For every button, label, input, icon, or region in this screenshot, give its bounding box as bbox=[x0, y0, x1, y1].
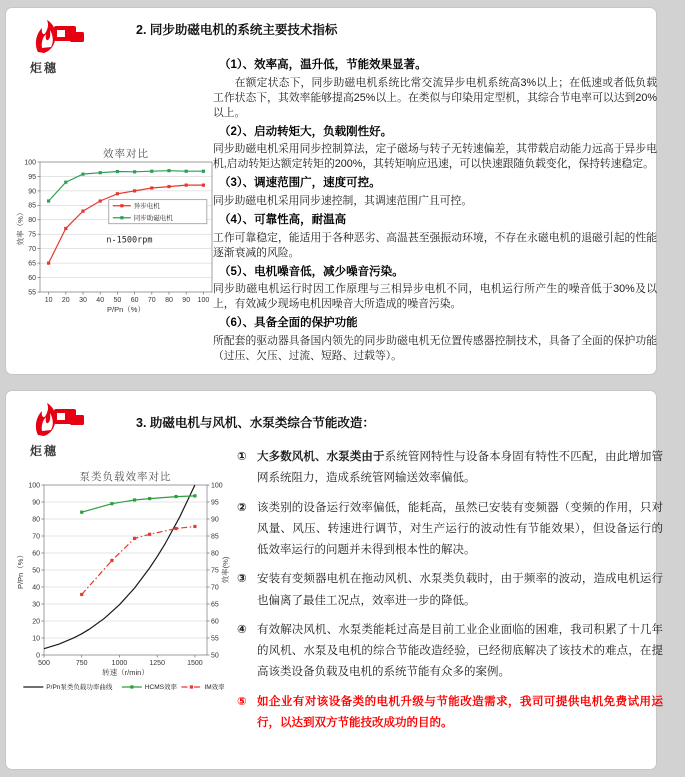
chart-title: 泵类负载效率对比 bbox=[79, 471, 172, 483]
legend-entry: IM效率 bbox=[204, 684, 225, 692]
y-axis-label: 效率（%） bbox=[16, 208, 25, 246]
flame-icon bbox=[30, 401, 86, 441]
legend-entry: 同步助磁电机 bbox=[133, 214, 173, 222]
svg-text:50: 50 bbox=[32, 567, 40, 575]
legend-entry: HCMS效率 bbox=[144, 684, 178, 692]
list-item-4 bbox=[237, 620, 663, 684]
svg-text:10: 10 bbox=[32, 635, 40, 643]
svg-text:60: 60 bbox=[130, 297, 139, 304]
svg-text:0: 0 bbox=[36, 652, 40, 660]
item-marker: ⑤ bbox=[237, 695, 247, 708]
series-right bbox=[82, 496, 195, 512]
item-text: 安装有变频器电机在拖动风机、水泵类负载时，由于频率的波动，造成电机运行也偏离了最佳工况点，效率进一步的降低。 bbox=[257, 573, 663, 607]
svg-text:65: 65 bbox=[211, 601, 219, 609]
svg-text:75: 75 bbox=[211, 567, 219, 575]
x-axis-label: P/Pn（%） bbox=[107, 305, 145, 314]
list-item-1 bbox=[237, 447, 663, 490]
panel-technical-indicators bbox=[5, 7, 657, 375]
svg-text:100: 100 bbox=[211, 482, 223, 490]
svg-text:40: 40 bbox=[96, 297, 105, 304]
company-logo bbox=[30, 18, 94, 76]
y-axis-label: P/Pn（%） bbox=[16, 551, 25, 589]
svg-text:65: 65 bbox=[28, 260, 36, 268]
svg-text:40: 40 bbox=[32, 584, 40, 592]
indicator-3-body: 同步助磁电机采用同步速控制，其调速范围广且可控。 bbox=[213, 195, 473, 208]
item-marker: ② bbox=[237, 501, 247, 514]
svg-text:10: 10 bbox=[44, 297, 53, 304]
svg-text:85: 85 bbox=[211, 533, 219, 541]
indicator-5-heading: （5）、电机噪音低，减少噪音污染。 bbox=[219, 265, 404, 278]
indicator-4-body: 工作可靠稳定，能适用于各种恶劣、高温甚至强振动环境，不存在永磁电机的退磁引起的性能逐渐衰减的风险。 bbox=[213, 231, 657, 259]
list-item-3 bbox=[237, 569, 663, 612]
svg-text:90: 90 bbox=[211, 516, 219, 524]
svg-text:80: 80 bbox=[165, 297, 173, 304]
item-text: 大多数风机、水泵类由于系统管网特性与设备本身固有特性不匹配，由此增加管网系统阻力，造成系统管网输送效率偏低。 bbox=[257, 451, 664, 485]
svg-text:90: 90 bbox=[182, 297, 191, 304]
svg-text:750: 750 bbox=[75, 660, 88, 667]
svg-text:95: 95 bbox=[211, 499, 219, 507]
list-item-5-highlight bbox=[237, 692, 663, 735]
section3-title: 3. 助磁电机与风机、水泵类综合节能改造： bbox=[136, 416, 375, 430]
svg-text:30: 30 bbox=[32, 601, 40, 609]
svg-text:85: 85 bbox=[28, 202, 36, 210]
item-marker: ③ bbox=[237, 573, 247, 586]
item-text: 有效解决风机、水泵类能耗过高是目前工业企业面临的困难，我司积累了十几年的风机、水泵及电机的综合节能改造经验，已经彻底解决了该技术的难点，在提高该类设备负载及电机的系统节能有众多的案例。 bbox=[257, 623, 663, 679]
right-y-axis-label: 效率(%) bbox=[221, 556, 230, 584]
technical-indicators-text bbox=[213, 54, 657, 366]
svg-text:500: 500 bbox=[38, 660, 50, 667]
svg-text:70: 70 bbox=[147, 297, 156, 304]
svg-text:1250: 1250 bbox=[149, 660, 165, 667]
series-right bbox=[82, 527, 195, 595]
x-axis-label: 转速（r/min） bbox=[102, 668, 149, 677]
svg-text:95: 95 bbox=[28, 173, 36, 181]
svg-text:80: 80 bbox=[211, 550, 219, 558]
retrofit-items bbox=[237, 447, 663, 742]
indicator-1-heading: （1）、效率高，温升低，节能效果显著。 bbox=[219, 59, 427, 71]
item-text: 如企业有对该设备类的电机升级与节能改造需求，我司可提供电机免费试用运行，以达到双方节能技改成功的目的。 bbox=[257, 695, 663, 729]
panel-energy-saving-retrofit bbox=[5, 390, 664, 770]
svg-text:70: 70 bbox=[28, 246, 36, 254]
svg-text:80: 80 bbox=[32, 516, 40, 524]
svg-text:60: 60 bbox=[28, 274, 36, 282]
logo-text: 炬穗 bbox=[30, 61, 59, 75]
svg-text:100: 100 bbox=[28, 482, 40, 490]
svg-text:70: 70 bbox=[32, 533, 40, 541]
chart-annotation: n-1500rpm bbox=[106, 235, 153, 246]
indicator-1-body: 在额定状态下，同步助磁电机系统比常交流异步电机系统高3%以上；在低速或者低负载工作状态下，其效率能够提高25%以上。在类似与印染用定型机，其综合节电率可以达到20%以上。 bbox=[213, 76, 657, 119]
section2-title: 2. 同步助磁电机的系统主要技术指标 bbox=[136, 23, 338, 37]
list-item-2 bbox=[237, 498, 663, 562]
legend-entry: P/Pn泵类负载功率曲线 bbox=[46, 684, 113, 692]
indicator-6-heading: （6）、具备全面的保护功能 bbox=[219, 317, 358, 330]
svg-text:90: 90 bbox=[28, 188, 36, 196]
item-text: 该类别的设备运行效率偏低，能耗高，虽然已安装有变频器（变频的作用，只对风量、风压、转速进行调节，对生产运行的波动性有节能效果），但设备运行的低效率运行的问题并未得到根本性的解决。 bbox=[257, 501, 663, 557]
svg-text:70: 70 bbox=[211, 584, 219, 592]
indicator-4-heading: （4）、可靠性高，耐温高 bbox=[219, 213, 347, 226]
indicator-3-heading: （3）、调速范围广，速度可控。 bbox=[219, 177, 381, 190]
indicator-2-body: 同步助磁电机采用同步控制算法，定子磁场与转子无转速偏差，其带载启动能力远高于异步电机,启动转矩达额定转矩的200%，其转矩响应迅速，可以快速跟随负载变化，保持转速稳定。 bbox=[213, 143, 657, 171]
item-marker: ① bbox=[237, 451, 247, 463]
efficiency-comparison-chart-svg bbox=[16, 146, 218, 318]
indicator-2-heading: （2）、启动转矩大，负载刚性好。 bbox=[219, 125, 393, 138]
svg-text:50: 50 bbox=[113, 297, 122, 304]
company-logo bbox=[30, 401, 94, 459]
svg-text:20: 20 bbox=[61, 297, 70, 304]
svg-text:100: 100 bbox=[197, 297, 210, 304]
svg-text:100: 100 bbox=[24, 159, 36, 167]
svg-text:30: 30 bbox=[79, 297, 87, 304]
legend-entry: 异步电机 bbox=[133, 202, 160, 210]
svg-text:1000: 1000 bbox=[111, 660, 128, 667]
chart-title: 效率对比 bbox=[103, 148, 149, 160]
series-left bbox=[49, 185, 204, 263]
svg-text:20: 20 bbox=[32, 618, 40, 626]
svg-text:60: 60 bbox=[211, 618, 219, 626]
indicator-6-body: 所配套的驱动器具备国内领先的同步助磁电机无位置传感器控制技术，具备了全面的保护功能（过压、欠压、过流、短路、过载等）。 bbox=[213, 335, 657, 362]
pump-load-efficiency-chart-svg bbox=[16, 469, 233, 703]
flame-icon bbox=[30, 18, 86, 58]
svg-text:60: 60 bbox=[32, 550, 40, 558]
indicator-5-body: 同步助磁电机运行时因工作原理与三相异步电机不同，电机运行所产生的噪音低于30%及以上，有效减少现场电机因噪音大所造成的噪音污染。 bbox=[213, 283, 657, 311]
svg-text:50: 50 bbox=[211, 652, 219, 660]
svg-text:80: 80 bbox=[28, 217, 36, 225]
svg-text:75: 75 bbox=[28, 231, 36, 239]
svg-text:1500: 1500 bbox=[187, 660, 203, 667]
series-left bbox=[44, 485, 195, 649]
svg-text:55: 55 bbox=[211, 635, 219, 643]
logo-text: 炬穗 bbox=[30, 444, 59, 458]
item-marker: ④ bbox=[237, 623, 247, 636]
svg-text:55: 55 bbox=[28, 289, 36, 297]
efficiency-comparison-chart bbox=[16, 146, 218, 318]
svg-text:90: 90 bbox=[32, 499, 40, 507]
pump-load-efficiency-chart bbox=[16, 469, 233, 703]
